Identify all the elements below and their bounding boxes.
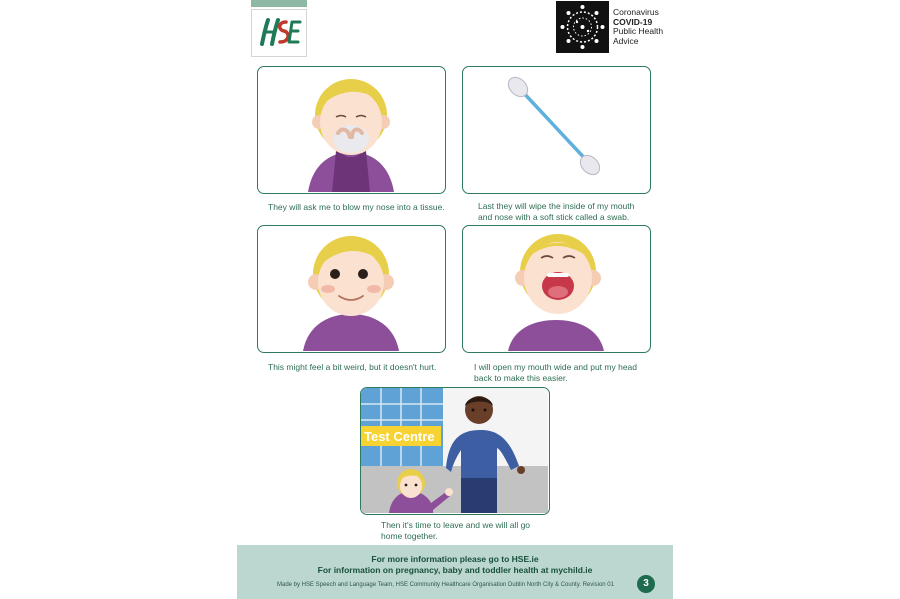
covid-line-3: Public Health [613,26,664,36]
panel-3-caption: This might feel a bit weird, but it doesn't hurt. [268,362,437,372]
covid-line-2: COVID-19 [613,16,653,27]
virus-icon [556,1,609,53]
footer-mychild-info: For information on pregnancy, baby and toddler health at mychild.ie [317,565,593,575]
page-number-badge: 3 [637,575,655,593]
panel-swab [462,66,651,194]
covid-advice-text [613,8,663,46]
swab-illustration [463,67,649,192]
panel-mouth-open [462,225,651,353]
test-centre-scene-illustration [361,388,548,513]
panel-2-caption-line-1: Last they will wipe the inside of my mouth [478,201,635,211]
panel-4-caption [474,362,637,383]
covid-line-1: Coronavirus [613,7,659,17]
panel-smiling [257,225,446,353]
child-blowing-nose-illustration [258,67,444,192]
covid-virus-logo [556,1,609,53]
footer-hse-info: For more information please go to HSE.ie [371,554,539,564]
child-smiling-illustration [258,226,444,351]
footer-credit: Made by HSE Speech and Language Team, HSE Community Healthcare Organisation Dublin North City & County. Revision 01 [277,582,614,588]
panel-5-caption [381,520,530,541]
panel-1-caption: They will ask me to blow my nose into a tissue. [268,202,445,212]
hse-header-bar [251,0,307,7]
panel-blow-nose [257,66,446,194]
hse-logo [251,9,307,57]
panel-4-caption-line-2: back to make this easier. [474,372,568,383]
panel-2-caption [478,201,634,222]
panel-test-centre [360,387,550,515]
footer [237,545,673,599]
panel-5-caption-line-2: home together. [381,530,438,541]
test-centre-sign: Test Centre [364,429,435,444]
panel-2-caption-line-2: and nose with a soft stick called a swab. [478,211,630,222]
hse-logo-mark [252,10,306,56]
panel-4-caption-line-1: I will open my mouth wide and put my head [474,362,638,372]
panel-5-caption-line-1: Then it's time to leave and we will all go [381,520,531,530]
child-mouth-open-illustration [463,226,649,351]
covid-line-4: Advice [613,35,639,46]
